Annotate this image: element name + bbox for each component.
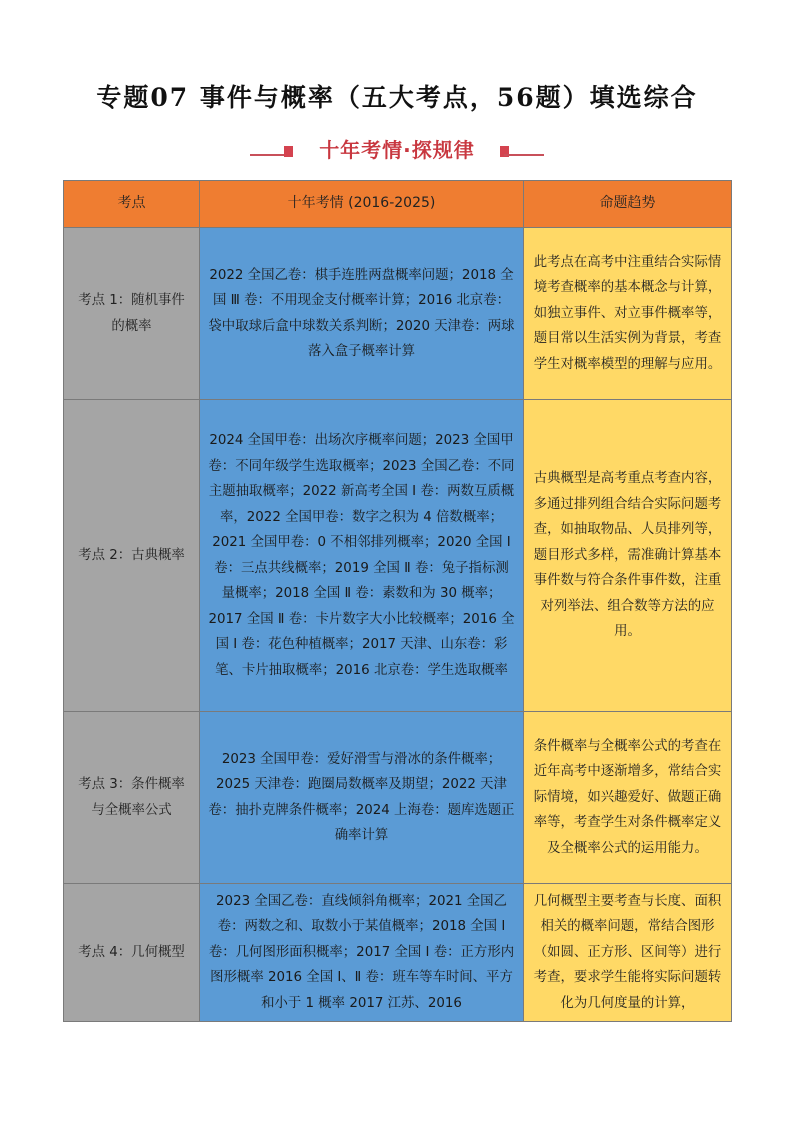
cell-history: 2022 全国乙卷：棋手连胜两盘概率问题；2018 全国 Ⅲ 卷：不用现金支付概率计算；2016 北京卷：袋中取球后盒中球数关系判断；2020 天津卷：两球落入盒子概率计算	[200, 228, 524, 400]
header-trend: 命题趋势	[524, 181, 732, 228]
cell-trend: 条件概率与全概率公式的考查在近年高考中逐渐增多，常结合实际情境，如兴趣爱好、做题正确率等，考查学生对条件概率定义及全概率公式的运用能力。	[524, 712, 732, 884]
cell-trend: 几何概型主要考查与长度、面积相关的概率问题，常结合图形（如圆、正方形、区间等）进行考查，要求学生能将实际问题转化为几何度量的计算，	[524, 884, 732, 1022]
table-row	[64, 400, 732, 712]
cell-history: 2023 全国甲卷：爱好滑雪与滑冰的条件概率；2025 天津卷：跑圈局数概率及期望；2022 天津卷：抽扑克牌条件概率；2024 上海卷：题库选题正确率计算	[200, 712, 524, 884]
cell-history: 2024 全国甲卷：出场次序概率问题；2023 全国甲卷：不同年级学生选取概率；2023 全国乙卷：不同主题抽取概率；2022 新高考全国 Ⅰ 卷：两数互质概率，2022 全国甲卷：数字之积为 4 倍数概率；2021 全国甲卷：0 不相邻排列概率；2020 全国 Ⅰ 卷：三点共线概率；2019 全国 Ⅱ 卷：兔子指标测量概率；2018 全国 Ⅱ 卷：素数和为 30 概率；2017 全国 Ⅱ 卷：卡片数字大小比较概率；2016 全国 Ⅰ 卷：花色种植概率；2017 天津、山东卷：彩笔、卡片抽取概率；2016 北京卷：学生选取概率	[200, 400, 524, 712]
exam-analysis-table	[63, 180, 732, 1022]
table-header-row	[64, 181, 732, 228]
table-row	[64, 884, 732, 1022]
section-subtitle: 十年考情·探规律	[319, 138, 475, 162]
table-row	[64, 228, 732, 400]
cell-history: 2023 全国乙卷：直线倾斜角概率；2021 全国乙卷：两数之和、取数小于某值概率；2018 全国 Ⅰ 卷：几何图形面积概率；2017 全国 Ⅰ 卷：正方形内图形概率 2016 全国 Ⅰ、Ⅱ 卷：班车等车时间、平方和小于 1 概率 2017 江苏、2016	[200, 884, 524, 1022]
header-history: 十年考情 (2016-2025)	[200, 181, 524, 228]
cell-point: 考点 3：条件概率与全概率公式	[64, 712, 200, 884]
cell-point: 考点 1：随机事件的概率	[64, 228, 200, 400]
cell-trend: 此考点在高考中注重结合实际情境考查概率的基本概念与计算，如独立事件、对立事件概率等，题目常以生活实例为背景，考查学生对概率模型的理解与应用。	[524, 228, 732, 400]
page-title: 专题07 事件与概率（五大考点，56题）填选综合	[96, 83, 698, 112]
cell-point: 考点 4：几何概型	[64, 884, 200, 1022]
banner-line-right	[504, 154, 544, 156]
table-row	[64, 712, 732, 884]
cell-trend: 古典概型是高考重点考查内容，多通过排列组合结合实际问题考查，如抽取物品、人员排列等，题目形式多样，需准确计算基本事件数与符合条件事件数，注重对列举法、组合数等方法的应用。	[524, 400, 732, 712]
section-banner	[0, 132, 794, 166]
header-point: 考点	[64, 181, 200, 228]
cell-point: 考点 2：古典概率	[64, 400, 200, 712]
